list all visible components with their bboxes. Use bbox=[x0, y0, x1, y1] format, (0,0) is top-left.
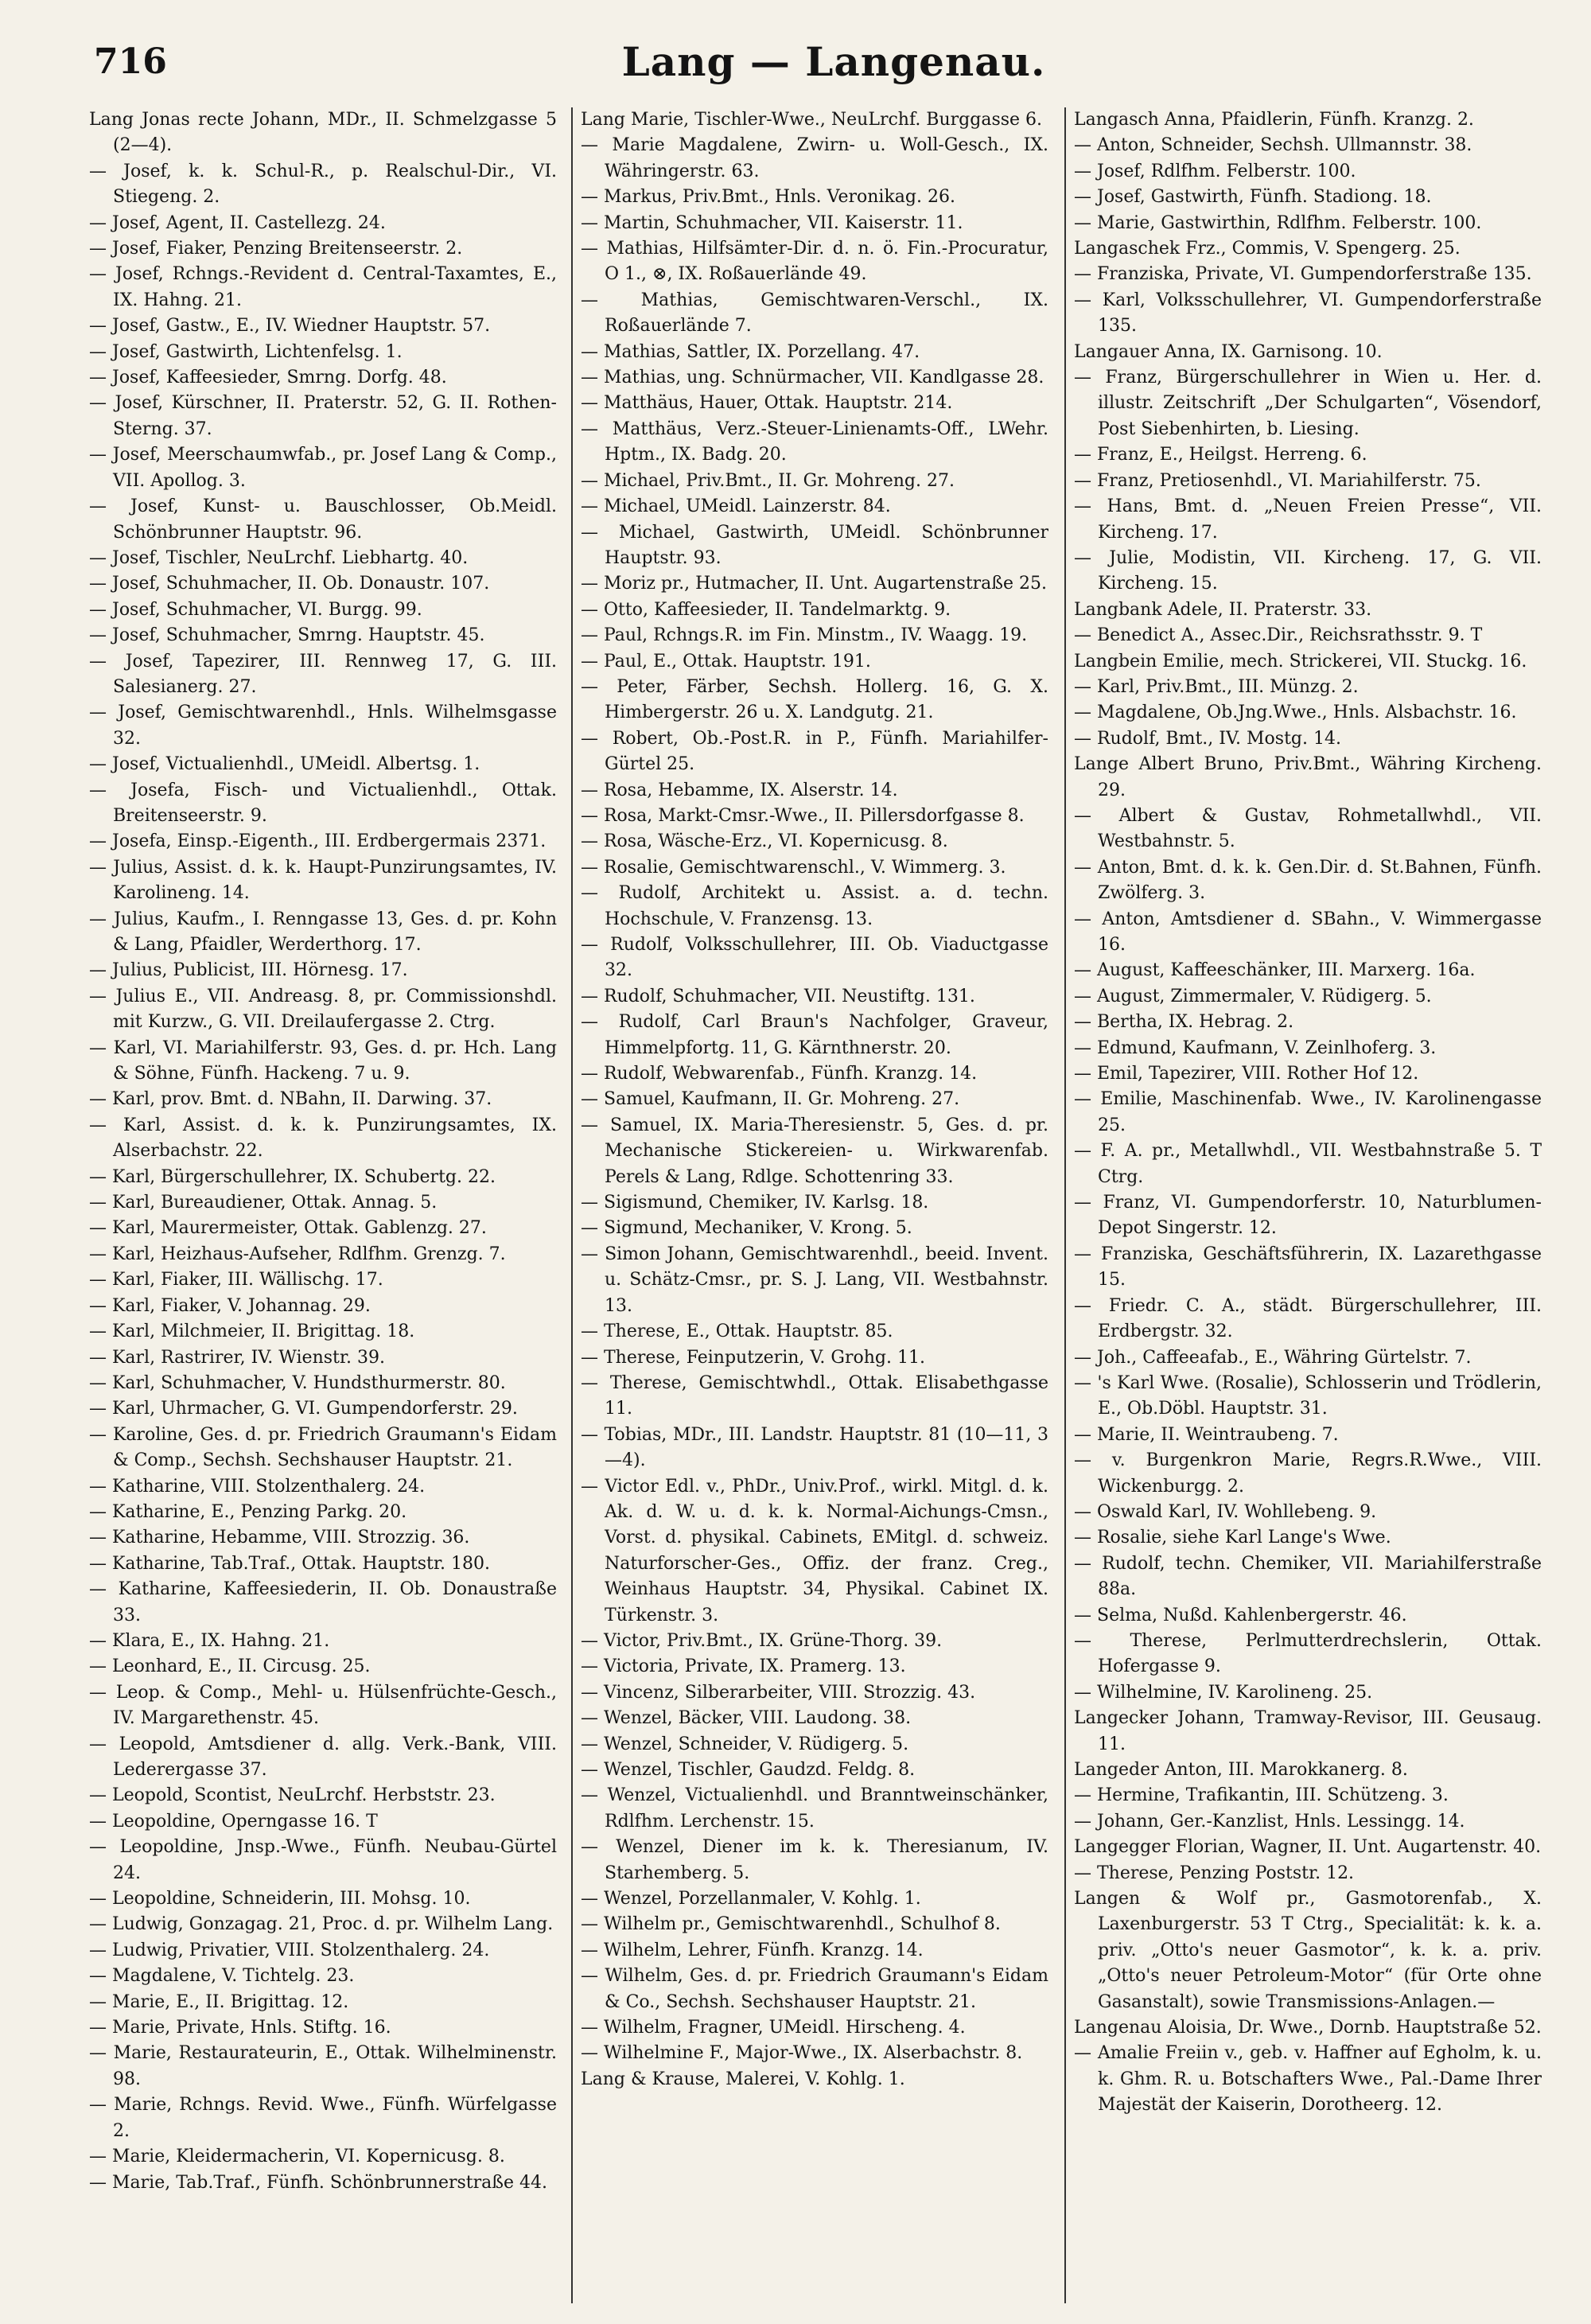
directory-entry: — Josef, k. k. Schul-R., p. Realschul-Dir., VI. Stiegeng. 2. bbox=[89, 161, 557, 208]
directory-entry: — Wilhelmine F., Major-Wwe., IX. Alserbachstr. 8. bbox=[581, 2043, 1023, 2064]
directory-entry: — Marie, E., II. Brigittag. 12. bbox=[89, 1991, 349, 2012]
directory-entry: — Therese, E., Ottak. Hauptstr. 85. bbox=[581, 1322, 893, 1342]
directory-entry: — F. A. pr., Metallwhdl., VII. Westbahnstraße 5. T Ctrg. bbox=[1074, 1141, 1542, 1187]
directory-entry: — Albert & Gustav, Rohmetallwhdl., VII. Westbahnstr. 5. bbox=[1074, 805, 1542, 852]
directory-entry: Lang & Krause, Malerei, V. Kohlg. 1. bbox=[581, 2069, 905, 2089]
directory-entry: — Franziska, Private, VI. Gumpendorferstraße 135. bbox=[1074, 264, 1532, 285]
directory-entry: — Selma, Nußd. Kahlenbergerstr. 46. bbox=[1074, 1605, 1407, 1625]
directory-entry: — Moriz pr., Hutmacher, II. Unt. Augartenstraße 25. bbox=[581, 574, 1047, 594]
directory-entry: — Franz, VI. Gumpendorferstr. 10, Naturblumen-Depot Singerstr. 12. bbox=[1074, 1193, 1542, 1239]
directory-entry: — Karl, Bürgerschullehrer, IX. Schubertg. 22. bbox=[89, 1166, 496, 1187]
directory-entry: — Katharine, Hebamme, VIII. Strozzig. 36. bbox=[89, 1528, 470, 1548]
directory-entry: Lang Marie, Tischler-Wwe., NeuLrchf. Burggasse 6. bbox=[581, 110, 1043, 130]
directory-entry: — Therese, Perlmutterdrechslerin, Ottak. Hofergasse 9. bbox=[1074, 1630, 1542, 1677]
directory-entry: — Bertha, IX. Hebrag. 2. bbox=[1074, 1012, 1294, 1033]
directory-entry: — August, Kaffeeschänker, III. Marxerg. 16a. bbox=[1074, 960, 1476, 981]
directory-entry: — Rudolf, Schuhmacher, VII. Neustiftg. 131. bbox=[581, 986, 975, 1006]
directory-entry: — Victoria, Private, IX. Pramerg. 13. bbox=[581, 1656, 906, 1677]
directory-entry: — Oswald Karl, IV. Wohllebeng. 9. bbox=[1074, 1501, 1377, 1522]
directory-entry: — Wenzel, Porzellanmaler, V. Kohlg. 1. bbox=[581, 1889, 921, 1909]
directory-entry: — Klara, E., IX. Hahng. 21. bbox=[89, 1630, 330, 1651]
directory-entry: — Karl, prov. Bmt. d. NBahn, II. Darwing. 37. bbox=[89, 1089, 492, 1110]
directory-entry: — Karl, Bureaudiener, Ottak. Annag. 5. bbox=[89, 1193, 438, 1213]
directory-entry: — Simon Johann, Gemischtwarenhdl., beeid. Invent. u. Schätz-Cmsr., pr. S. J. Lang, VII. Westbahnstr. 13. bbox=[581, 1244, 1048, 1316]
directory-entry: — Rosalie, siehe Karl Lange's Wwe. bbox=[1074, 1528, 1391, 1548]
directory-entry: — Josefa, Einsp.-Eigenth., III. Erdbergermais 2371. bbox=[89, 831, 547, 852]
directory-entry: — Emil, Tapezirer, VIII. Rother Hof 12. bbox=[1074, 1064, 1419, 1084]
directory-entry: — Rudolf, Volksschullehrer, III. Ob. Viaductgasse 32. bbox=[581, 935, 1048, 981]
directory-entry: — Marie, Private, Hnls. Stiftg. 16. bbox=[89, 2018, 391, 2038]
directory-entry: — Josef, Agent, II. Castellezg. 24. bbox=[89, 212, 386, 233]
directory-entry: — Markus, Priv.Bmt., Hnls. Veronikag. 26. bbox=[581, 187, 955, 208]
directory-entry: Langegger Florian, Wagner, II. Unt. Augartenstr. 40. bbox=[1074, 1837, 1542, 1858]
directory-entry: — Karl, Uhrmacher, G. VI. Gumpendorferstr. 29. bbox=[89, 1399, 518, 1419]
directory-entry: — Josef, Kaffeesieder, Smrng. Dorfg. 48. bbox=[89, 368, 447, 388]
page-number: 716 bbox=[94, 41, 167, 82]
directory-entry: — Amalie Freiin v., geb. v. Haffner auf Egholm, k. u. k. Ghm. R. u. Botschafters Wwe., Pal.-Dame Ihrer Majestät der Kaiserin, Dorotheerg. 12. bbox=[1074, 2043, 1542, 2116]
directory-entry: — Karl, Fiaker, III. Wällischg. 17. bbox=[89, 1270, 383, 1290]
directory-entry: — Hermine, Trafikantin, III. Schützeng. 3. bbox=[1074, 1785, 1449, 1806]
directory-entry: — Josef, Tischler, NeuLrchf. Liebhartg. 40. bbox=[89, 547, 469, 568]
directory-entry: — Wilhelmine, IV. Karolineng. 25. bbox=[1074, 1682, 1373, 1703]
directory-entry: — Emilie, Maschinenfab. Wwe., IV. Karolinengasse 25. bbox=[1074, 1089, 1542, 1135]
directory-entry: — Karl, VI. Mariahilferstr. 93, Ges. d. pr. Hch. Lang & Söhne, Fünfh. Hackeng. 7 u. 9. bbox=[89, 1037, 557, 1084]
directory-entry: — Mathias, Sattler, IX. Porzellang. 47. bbox=[581, 341, 920, 362]
directory-entry: Langenau Aloisia, Dr. Wwe., Dornb. Hauptstraße 52. bbox=[1074, 2018, 1542, 2038]
directory-entry: — Peter, Färber, Sechsh. Hollerg. 16, G. X. Himbergerstr. 26 u. X. Landgutg. 21. bbox=[581, 676, 1048, 723]
directory-entry: — 's Karl Wwe. (Rosalie), Schlosserin und Trödlerin, E., Ob.Döbl. Hauptstr. 31. bbox=[1074, 1372, 1542, 1419]
directory-entry: — Wenzel, Bäcker, VIII. Laudong. 38. bbox=[581, 1708, 912, 1729]
directory-entry: — Therese, Penzing Poststr. 12. bbox=[1074, 1863, 1355, 1883]
directory-entry: — Josef, Schuhmacher, VI. Burgg. 99. bbox=[89, 599, 422, 620]
directory-entry: — Therese, Gemischtwhdl., Ottak. Elisabethgasse 11. bbox=[581, 1372, 1048, 1419]
directory-entry: Lang Jonas recte Johann, MDr., II. Schmelzgasse 5 (2—4). bbox=[89, 110, 557, 156]
directory-entry: — Joh., Caffeeafab., E., Währing Gürtelstr. 7. bbox=[1074, 1347, 1472, 1368]
directory-entry: — Anton, Amtsdiener d. SBahn., V. Wimmergasse 16. bbox=[1074, 909, 1542, 955]
directory-entry: — Ludwig, Privatier, VIII. Stolzenthalerg. 24. bbox=[89, 1940, 490, 1960]
directory-entry: — Karl, Maurermeister, Ottak. Gablenzg. 27. bbox=[89, 1218, 487, 1239]
directory-entry: — Josef, Fiaker, Penzing Breitenseerstr. 2. bbox=[89, 239, 463, 259]
directory-entry: — Otto, Kaffeesieder, II. Tandelmarktg. 9. bbox=[581, 599, 951, 620]
directory-entry: — Rudolf, Architekt u. Assist. a. d. techn. Hochschule, V. Franzensg. 13. bbox=[581, 883, 1048, 929]
column-divider bbox=[571, 107, 573, 2303]
directory-entry: — Josefa, Fisch- und Victualienhdl., Ottak. Breitenseerstr. 9. bbox=[89, 780, 557, 826]
directory-entry: — Sigismund, Chemiker, IV. Karlsg. 18. bbox=[581, 1193, 929, 1213]
directory-entry: — Katharine, Kaffeesiederin, II. Ob. Donaustraße 33. bbox=[89, 1579, 557, 1625]
directory-entry: — Josef, Gemischtwarenhdl., Hnls. Wilhelmsgasse 32. bbox=[89, 703, 557, 749]
directory-entry: — Franz, Pretiosenhdl., VI. Mariahilferstr. 75. bbox=[1074, 470, 1481, 491]
directory-entry: — Leop. & Comp., Mehl- u. Hülsenfrüchte-Gesch., IV. Margarethenstr. 45. bbox=[89, 1682, 557, 1729]
directory-entry: — Rosa, Hebamme, IX. Alserstr. 14. bbox=[581, 780, 898, 800]
directory-entry: — Katharine, VIII. Stolzenthalerg. 24. bbox=[89, 1476, 426, 1497]
directory-entry: — Edmund, Kaufmann, V. Zeinlhoferg. 3. bbox=[1074, 1037, 1437, 1058]
directory-entry: — Josef, Schuhmacher, Smrng. Hauptstr. 45. bbox=[89, 625, 485, 646]
directory-entry: — Julie, Modistin, VII. Kircheng. 17, G. VII. Kircheng. 15. bbox=[1074, 547, 1542, 594]
directory-entry: — Victor Edl. v., PhDr., Univ.Prof., wirkl. Mitgl. d. k. Ak. d. W. u. d. k. k. Normal-Aichungs-Cmsn., Vorst. d. physikal. Cabinets, EMitgl. d. schweiz. Naturforscher-Ges., Offiz. der franz. Creg., Weinhaus Hauptstr. 34, Physikal. Cabinet IX. Türkenstr. 3. bbox=[581, 1476, 1048, 1625]
directory-entry: — Benedict A., Assec.Dir., Reichsrathsstr. 9. T bbox=[1074, 625, 1483, 646]
directory-entry: — Mathias, ung. Schnürmacher, VII. Kandlgasse 28. bbox=[581, 368, 1044, 388]
directory-entry: — Marie, Tab.Traf., Fünfh. Schönbrunnerstraße 44. bbox=[89, 2172, 547, 2193]
directory-entry: — Julius, Publicist, III. Hörnesg. 17. bbox=[89, 960, 408, 981]
directory-entry: — v. Burgenkron Marie, Regrs.R.Wwe., VIII. Wickenburgg. 2. bbox=[1074, 1450, 1542, 1497]
directory-entry: — Paul, E., Ottak. Hauptstr. 191. bbox=[581, 651, 871, 672]
running-head: Lang — Langenau. bbox=[621, 38, 1046, 85]
directory-entry: — Anton, Schneider, Sechsh. Ullmannstr. 38. bbox=[1074, 135, 1472, 156]
directory-entry: Langbein Emilie, mech. Strickerei, VII. Stuckg. 16. bbox=[1074, 651, 1527, 672]
directory-entry: — Robert, Ob.-Post.R. in P., Fünfh. Mariahilfer-Gürtel 25. bbox=[581, 728, 1048, 775]
directory-entry: Langeder Anton, III. Marokkanerg. 8. bbox=[1074, 1760, 1408, 1780]
directory-entry: — Johann, Ger.-Kanzlist, Hnls. Lessingg. 14. bbox=[1074, 1811, 1465, 1832]
directory-entry: — Rudolf, Carl Braun's Nachfolger, Graveur, Himmelpfortg. 11, G. Kärnthnerstr. 20. bbox=[581, 1012, 1048, 1058]
directory-entry: — Wenzel, Victualienhdl. und Branntweinschänker, Rdlfhm. Lerchenstr. 15. bbox=[581, 1785, 1048, 1832]
directory-entry: — Rosa, Markt-Cmsr.-Wwe., II. Pillersdorfgasse 8. bbox=[581, 805, 1025, 826]
directory-entry: — Katharine, E., Penzing Parkg. 20. bbox=[89, 1501, 407, 1522]
directory-entry: Langbank Adele, II. Praterstr. 33. bbox=[1074, 599, 1372, 620]
directory-entry: — Leopold, Amtsdiener d. allg. Verk.-Bank, VIII. Lederergasse 37. bbox=[89, 1734, 557, 1780]
directory-entry: — Julius E., VII. Andreasg. 8, pr. Commissionshdl. mit Kurzw., G. VII. Dreilaufergasse 2. Ctrg. bbox=[89, 986, 557, 1033]
directory-entry: — Josef, Rchngs.-Revident d. Central-Taxamtes, E., IX. Hahng. 21. bbox=[89, 264, 557, 310]
directory-entry: — Matthäus, Verz.-Steuer-Linienamts-Off., LWehr. Hptm., IX. Badg. 20. bbox=[581, 418, 1048, 465]
directory-entry: — Wilhelm, Fragner, UMeidl. Hirscheng. 4. bbox=[581, 2018, 966, 2038]
directory-entry: — Ludwig, Gonzagag. 21, Proc. d. pr. Wilhelm Lang. bbox=[89, 1914, 554, 1935]
directory-entry: — Katharine, Tab.Traf., Ottak. Hauptstr. 180. bbox=[89, 1553, 490, 1574]
directory-entry: — Mathias, Hilfsämter-Dir. d. n. ö. Fin.-Procuratur, O 1., ⊗, IX. Roßauerlände 49. bbox=[581, 239, 1048, 285]
directory-entry: — Rudolf, Bmt., IV. Mostg. 14. bbox=[1074, 728, 1341, 749]
directory-entry: — Rosa, Wäsche-Erz., VI. Kopernicusg. 8. bbox=[581, 831, 948, 852]
directory-entry: — Wenzel, Diener im k. k. Theresianum, IV. Starhemberg. 5. bbox=[581, 1837, 1048, 1883]
directory-entry: — Josef, Victualienhdl., UMeidl. Albertsg. 1. bbox=[89, 754, 480, 775]
directory-entry: — Karl, Heizhaus-Aufseher, Rdlfhm. Grenzg. 7. bbox=[89, 1244, 506, 1264]
directory-entry: — Wenzel, Tischler, Gaudzd. Feldg. 8. bbox=[581, 1760, 916, 1780]
directory-entry: — Josef, Gastwirth, Fünfh. Stadiong. 18. bbox=[1074, 187, 1432, 208]
directory-entry: — Josef, Meerschaumwfab., pr. Josef Lang & Comp., VII. Apollog. 3. bbox=[89, 445, 557, 491]
directory-entry: — Martin, Schuhmacher, VII. Kaiserstr. 11. bbox=[581, 212, 963, 233]
directory-entry: — Franz, Bürgerschullehrer in Wien u. Her. d. illustr. Zeitschrift „Der Schulgarten“, Vösendorf, Post Siebenhirten, b. Liesing. bbox=[1074, 368, 1542, 439]
directory-entry: — Tobias, MDr., III. Landstr. Hauptstr. 81 (10—11, 3—4). bbox=[581, 1424, 1048, 1471]
directory-entry: Langasch Anna, Pfaidlerin, Fünfh. Kranzg. 2. bbox=[1074, 110, 1474, 130]
directory-entry: — Leopoldine, Jnsp.-Wwe., Fünfh. Neubau-Gürtel 24. bbox=[89, 1837, 557, 1883]
directory-entry: — Leopoldine, Schneiderin, III. Mohsg. 10. bbox=[89, 1889, 471, 1909]
column-2 bbox=[581, 107, 1048, 2311]
directory-entry: Langecker Johann, Tramway-Revisor, III. Geusaug. 11. bbox=[1074, 1708, 1542, 1754]
directory-entry: — Karl, Schuhmacher, V. Hundsthurmerstr. 80. bbox=[89, 1372, 506, 1393]
directory-entry: — Josef, Gastwirth, Lichtenfelsg. 1. bbox=[89, 341, 403, 362]
directory-entry: Langaschek Frz., Commis, V. Spengerg. 25. bbox=[1074, 239, 1461, 259]
directory-entry: Lange Albert Bruno, Priv.Bmt., Währing Kircheng. 29. bbox=[1074, 754, 1542, 800]
directory-entry: — Rudolf, techn. Chemiker, VII. Mariahilferstraße 88a. bbox=[1074, 1553, 1542, 1600]
directory-entry: — Samuel, IX. Maria-Theresienstr. 5, Ges. d. pr. Mechanische Stickereien- u. Wirkwarenfab. Perels & Lang, Rdlge. Schottenring 33. bbox=[581, 1115, 1048, 1187]
page-header bbox=[86, 33, 1581, 105]
column-1 bbox=[89, 107, 557, 2311]
column-3 bbox=[1074, 107, 1542, 2311]
directory-entry: — Josef, Tapezirer, III. Rennweg 17, G. III. Salesianerg. 27. bbox=[89, 651, 557, 697]
directory-entry: — Josef, Schuhmacher, II. Ob. Donaustr. 107. bbox=[89, 574, 490, 594]
directory-entry: — Karoline, Ges. d. pr. Friedrich Graumann's Eidam & Comp., Sechsh. Sechshauser Hauptstr. 21. bbox=[89, 1424, 557, 1471]
directory-entry: — Julius, Kaufm., I. Renngasse 13, Ges. d. pr. Kohn & Lang, Pfaidler, Werderthorg. 17. bbox=[89, 909, 557, 955]
directory-entry: — Therese, Feinputzerin, V. Grohg. 11. bbox=[581, 1347, 925, 1368]
directory-entry: — Julius, Assist. d. k. k. Haupt-Punzirungsamtes, IV. Karolineng. 14. bbox=[89, 857, 557, 904]
directory-entry: Langauer Anna, IX. Garnisong. 10. bbox=[1074, 341, 1383, 362]
directory-entry: — Paul, Rchngs.R. im Fin. Minstm., IV. Waagg. 19. bbox=[581, 625, 1028, 646]
directory-entry: — Anton, Bmt. d. k. k. Gen.Dir. d. St.Bahnen, Fünfh. Zwölferg. 3. bbox=[1074, 857, 1542, 904]
directory-entry: — Leopold, Scontist, NeuLrchf. Herbststr. 23. bbox=[89, 1785, 496, 1806]
directory-entry: — Michael, Gastwirth, UMeidl. Schönbrunner Hauptstr. 93. bbox=[581, 522, 1048, 568]
directory-entry: — Josef, Kürschner, II. Praterstr. 52, G. II. Rothen-Sterng. 37. bbox=[89, 393, 557, 439]
directory-entry: — Rudolf, Webwarenfab., Fünfh. Kranzg. 14. bbox=[581, 1064, 978, 1084]
directory-entry: Langen & Wolf pr., Gasmotorenfab., X. Laxenburgerstr. 53 T Ctrg., Specialität: k. k. a. priv. „Otto's neuer Gasmotor“, k. k. a. priv. „Otto's neuer Petroleum-Motor“ (für Orte ohne Gasanstalt), sowie Transmissions-Anlagen.— bbox=[1074, 1889, 1542, 2012]
directory-entry: — Magdalene, V. Tichtelg. 23. bbox=[89, 1966, 355, 1987]
directory-entry: — August, Zimmermaler, V. Rüdigerg. 5. bbox=[1074, 986, 1432, 1006]
directory-entry: — Hans, Bmt. d. „Neuen Freien Presse“, VII. Kircheng. 17. bbox=[1074, 496, 1542, 543]
directory-entry: — Leonhard, E., II. Circusg. 25. bbox=[89, 1656, 371, 1677]
directory-entry: — Karl, Rastrirer, IV. Wienstr. 39. bbox=[89, 1347, 385, 1368]
directory-entry: — Marie, Gastwirthin, Rdlfhm. Felberstr. 100. bbox=[1074, 212, 1482, 233]
directory-entry: — Josef, Kunst- u. Bauschlosser, Ob.Meidl. Schönbrunner Hauptstr. 96. bbox=[89, 496, 557, 543]
directory-entry: — Wilhelm pr., Gemischtwarenhdl., Schulhof 8. bbox=[581, 1914, 1001, 1935]
directory-entry: — Marie, Kleidermacherin, VI. Kopernicusg. 8. bbox=[89, 2147, 505, 2167]
directory-entry: — Sigmund, Mechaniker, V. Krong. 5. bbox=[581, 1218, 912, 1239]
directory-entry: — Karl, Fiaker, V. Johannag. 29. bbox=[89, 1295, 371, 1316]
directory-entry: — Matthäus, Hauer, Ottak. Hauptstr. 214. bbox=[581, 393, 953, 414]
directory-entry: — Marie Magdalene, Zwirn- u. Woll-Gesch., IX. Währingerstr. 63. bbox=[581, 135, 1048, 181]
directory-entry: — Magdalene, Ob.Jng.Wwe., Hnls. Alsbachstr. 16. bbox=[1074, 703, 1517, 723]
directory-entry: — Mathias, Gemischtwaren-Verschl., IX. Roßauerlände 7. bbox=[581, 290, 1048, 337]
directory-entry: — Franz, E., Heilgst. Herreng. 6. bbox=[1074, 445, 1367, 465]
directory-entry: — Marie, Rchngs. Revid. Wwe., Fünfh. Würfelgasse 2. bbox=[89, 2095, 557, 2141]
directory-entry: — Karl, Milchmeier, II. Brigittag. 18. bbox=[89, 1322, 415, 1342]
directory-entry: — Franziska, Geschäftsführerin, IX. Lazarethgasse 15. bbox=[1074, 1244, 1542, 1290]
directory-entry: — Rosalie, Gemischtwarenschl., V. Wimmerg. 3. bbox=[581, 857, 1006, 878]
directory-entry: — Josef, Gastw., E., IV. Wiedner Hauptstr. 57. bbox=[89, 316, 491, 337]
directory-entry: — Wilhelm, Lehrer, Fünfh. Kranzg. 14. bbox=[581, 1940, 924, 1960]
directory-entry: — Samuel, Kaufmann, II. Gr. Mohreng. 27. bbox=[581, 1089, 960, 1110]
directory-entry: — Friedr. C. A., städt. Bürgerschullehrer, III. Erdbergstr. 32. bbox=[1074, 1295, 1542, 1342]
directory-entry: — Josef, Rdlfhm. Felberstr. 100. bbox=[1074, 161, 1356, 181]
directory-entry: — Wilhelm, Ges. d. pr. Friedrich Graumann's Eidam & Co., Sechsh. Sechshauser Hauptstr. 21. bbox=[581, 1966, 1048, 2012]
directory-entry: — Karl, Volksschullehrer, VI. Gumpendorferstraße 135. bbox=[1074, 290, 1542, 337]
directory-entry: — Karl, Assist. d. k. k. Punzirungsamtes, IX. Alserbachstr. 22. bbox=[89, 1115, 557, 1162]
directory-entry: — Michael, Priv.Bmt., II. Gr. Mohreng. 27. bbox=[581, 470, 955, 491]
directory-entry: — Vincenz, Silberarbeiter, VIII. Strozzig. 43. bbox=[581, 1682, 976, 1703]
directory-entry: — Karl, Priv.Bmt., III. Münzg. 2. bbox=[1074, 676, 1359, 697]
directory-entry: — Victor, Priv.Bmt., IX. Grüne-Thorg. 39. bbox=[581, 1630, 943, 1651]
directory-entry: — Marie, II. Weintraubeng. 7. bbox=[1074, 1424, 1339, 1445]
directory-entry: — Wenzel, Schneider, V. Rüdigerg. 5. bbox=[581, 1734, 909, 1754]
directory-entry: — Michael, UMeidl. Lainzerstr. 84. bbox=[581, 496, 891, 517]
directory-entry: — Leopoldine, Operngasse 16. T bbox=[89, 1811, 378, 1832]
column-divider bbox=[1064, 107, 1066, 2303]
directory-entry: — Marie, Restaurateurin, E., Ottak. Wilhelminenstr. 98. bbox=[89, 2043, 557, 2089]
